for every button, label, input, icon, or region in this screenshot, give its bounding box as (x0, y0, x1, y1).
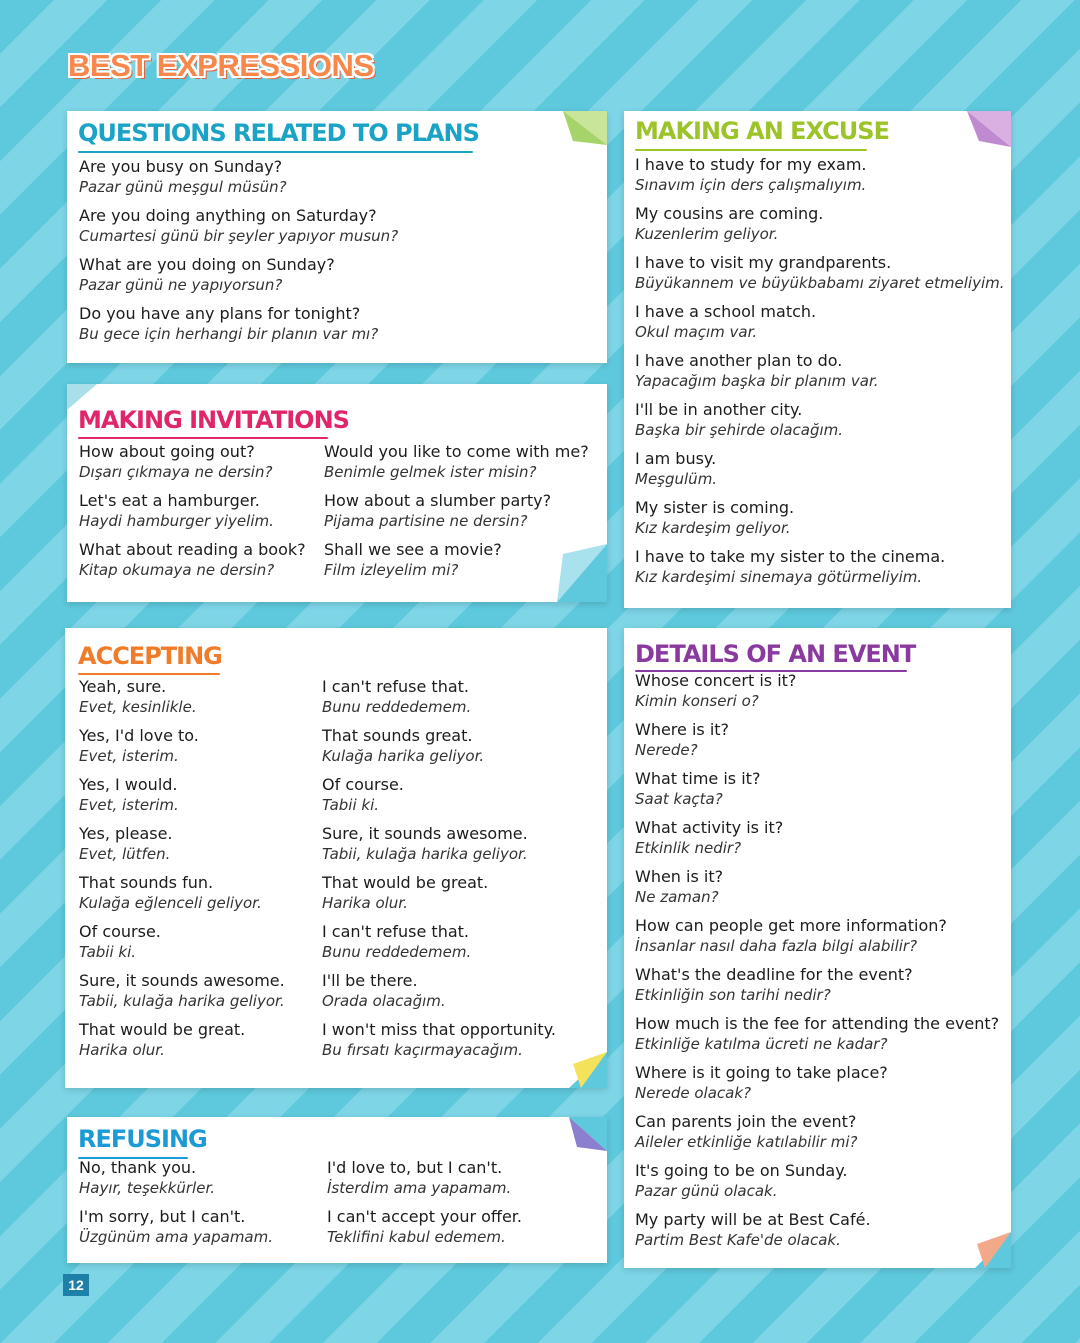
expression-english: What are you doing on Sunday? (79, 255, 335, 274)
expression-turkish: Pazar günü meşgul müsün? (79, 178, 287, 196)
expression-turkish: Film izleyelim mi? (324, 561, 459, 579)
accepting-left-list (79, 677, 285, 1069)
expression-item (635, 671, 999, 711)
expression-item (327, 1158, 522, 1198)
expression-english: I'm sorry, but I can't. (79, 1207, 246, 1226)
expression-english: How about going out? (79, 442, 255, 461)
expression-english: I can't accept your offer. (327, 1207, 522, 1226)
page-curl-icon (67, 384, 97, 410)
expression-english: No, thank you. (79, 1158, 197, 1177)
expression-turkish: Bunu reddedemem. (322, 943, 472, 961)
accepting-heading: ACCEPTING (78, 642, 222, 670)
expression-item (635, 1161, 999, 1201)
expression-item (322, 775, 556, 815)
expression-item (79, 1207, 273, 1247)
expression-english: Let's eat a hamburger. (79, 491, 260, 510)
expression-english: I can't refuse that. (322, 922, 469, 941)
expression-turkish: Saat kaçta? (635, 790, 723, 808)
expression-item (322, 971, 556, 1011)
expression-item (322, 677, 556, 717)
expression-english: What's the deadline for the event? (635, 965, 913, 984)
expression-turkish: Pazar günü olacak. (635, 1182, 778, 1200)
expression-item (79, 971, 285, 1011)
expression-item (79, 491, 306, 531)
expression-item (79, 1158, 273, 1198)
expression-turkish: Dışarı çıkmaya ne dersin? (79, 463, 273, 481)
expression-turkish: Meşgulüm. (635, 470, 718, 488)
expression-item (79, 824, 285, 864)
expression-item (79, 677, 285, 717)
questions-list (79, 157, 398, 353)
expression-english: That would be great. (79, 1020, 246, 1039)
page-title: BEST EXPRESSIONS (68, 48, 374, 83)
expression-turkish: Kitap okumaya ne dersin? (79, 561, 275, 579)
expression-item (635, 965, 999, 1005)
expression-item (79, 255, 398, 295)
expression-turkish: Tabii ki. (322, 796, 380, 814)
expression-turkish: Pijama partisine ne dersin? (324, 512, 528, 530)
expression-item (635, 818, 999, 858)
expression-item (635, 867, 999, 907)
expression-english: Are you doing anything on Saturday? (79, 206, 377, 225)
details-list (635, 671, 999, 1259)
expression-english: How can people get more information? (635, 916, 947, 935)
expression-english: Sure, it sounds awesome. (322, 824, 528, 843)
page-curl-icon (967, 111, 1011, 147)
expression-item (79, 775, 285, 815)
expression-item (635, 769, 999, 809)
questions-card (67, 111, 607, 363)
accepting-card (65, 628, 607, 1088)
expression-english: Of course. (79, 922, 161, 941)
expression-item (635, 1063, 999, 1103)
expression-turkish: Evet, lütfen. (79, 845, 171, 863)
expression-turkish: Sınavım için ders çalışmalıyım. (635, 176, 867, 194)
accepting-right-list (322, 677, 556, 1069)
expression-english: Are you busy on Sunday? (79, 157, 283, 176)
expression-turkish: Evet, isterim. (79, 747, 179, 765)
refusing-left-list (79, 1158, 273, 1256)
refusing-right-list (327, 1158, 522, 1256)
expression-english: I won't miss that opportunity. (322, 1020, 556, 1039)
expression-item (322, 1020, 556, 1060)
expression-item (322, 922, 556, 962)
expression-english: Would you like to come with me? (324, 442, 589, 461)
expression-english: Of course. (322, 775, 404, 794)
expression-item (79, 922, 285, 962)
expression-english: I have to study for my exam. (635, 155, 867, 174)
expression-item (79, 726, 285, 766)
expression-item (635, 498, 1005, 538)
expression-item (635, 204, 1005, 244)
expression-item (324, 491, 589, 531)
expression-item (79, 157, 398, 197)
excuse-list (635, 155, 1005, 596)
expression-item (635, 547, 1005, 587)
expression-item (635, 449, 1005, 489)
expression-turkish: Yapacağım başka bir planım var. (635, 372, 879, 390)
page-curl-icon (569, 1117, 607, 1151)
page-curl-icon (975, 1232, 1011, 1268)
expression-turkish: Üzgünüm ama yapamam. (79, 1228, 274, 1246)
expression-turkish: Kulağa eğlenceli geliyor. (79, 894, 262, 912)
expression-item (635, 155, 1005, 195)
expression-turkish: Harika olur. (322, 894, 408, 912)
expression-turkish: İsterdim ama yapamam. (327, 1179, 512, 1197)
invitations-card (67, 384, 607, 602)
expression-turkish: Kız kardeşim geliyor. (635, 519, 791, 537)
expression-turkish: Evet, kesinlikle. (79, 698, 197, 716)
expression-turkish: Nerede? (635, 741, 698, 759)
expression-english: Where is it going to take place? (635, 1063, 888, 1082)
expression-english: Do you have any plans for tonight? (79, 304, 361, 323)
expression-english: I am busy. (635, 449, 717, 468)
expression-turkish: Kulağa harika geliyor. (322, 747, 485, 765)
excuse-underline (635, 149, 867, 151)
expression-english: Can parents join the event? (635, 1112, 857, 1131)
expression-item (635, 1014, 999, 1054)
expression-turkish: Kuzenlerim geliyor. (635, 225, 779, 243)
details-card (624, 628, 1011, 1268)
expression-english: It's going to be on Sunday. (635, 1161, 848, 1180)
refusing-card (67, 1117, 607, 1263)
expression-turkish: Kız kardeşimi sinemaya götürmeliyim. (635, 568, 923, 586)
expression-english: I have a school match. (635, 302, 817, 321)
expression-english: My sister is coming. (635, 498, 795, 517)
expression-english: I have to take my sister to the cinema. (635, 547, 946, 566)
expression-item (635, 302, 1005, 342)
expression-item (324, 442, 589, 482)
expression-english: Whose concert is it? (635, 671, 797, 690)
expression-turkish: Tabii ki. (79, 943, 137, 961)
expression-item (79, 540, 306, 580)
expression-item (79, 206, 398, 246)
expression-english: What activity is it? (635, 818, 784, 837)
details-heading: DETAILS OF AN EVENT (635, 640, 916, 668)
expression-turkish: Bu gece için herhangi bir planın var mı? (79, 325, 379, 343)
expression-item (79, 442, 306, 482)
expression-turkish: Harika olur. (79, 1041, 165, 1059)
expression-turkish: Hayır, teşekkürler. (79, 1179, 215, 1197)
expression-turkish: Etkinliğe katılma ücreti ne kadar? (635, 1035, 888, 1053)
questions-heading: QUESTIONS RELATED TO PLANS (78, 119, 479, 147)
expression-turkish: Etkinlik nedir? (635, 839, 742, 857)
expression-item (322, 824, 556, 864)
invitations-left-list (79, 442, 306, 589)
accepting-underline (78, 673, 220, 675)
questions-underline (78, 151, 473, 153)
invitations-right-list (324, 442, 589, 589)
expression-item (79, 873, 285, 913)
expression-english: My party will be at Best Café. (635, 1210, 871, 1229)
expression-item (635, 400, 1005, 440)
expression-english: Where is it? (635, 720, 730, 739)
invitations-heading: MAKING INVITATIONS (78, 406, 349, 434)
expression-item (324, 540, 589, 580)
expression-turkish: Orada olacağım. (322, 992, 446, 1010)
expression-turkish: Etkinliğin son tarihi nedir? (635, 986, 831, 1004)
expression-turkish: Tabii, kulağa harika geliyor. (79, 992, 285, 1010)
expression-turkish: Teklifini kabul edemem. (327, 1228, 506, 1246)
expression-english: Yeah, sure. (79, 677, 167, 696)
expression-english: I'd love to, but I can't. (327, 1158, 503, 1177)
expression-item (635, 253, 1005, 293)
expression-english: How much is the fee for attending the event? (635, 1014, 1000, 1033)
expression-english: How about a slumber party? (324, 491, 552, 510)
expression-turkish: İnsanlar nasıl daha fazla bilgi alabilir? (635, 937, 918, 955)
expression-turkish: Büyükannem ve büyükbabamı ziyaret etmeliyim. (635, 274, 1005, 292)
expression-english: I can't refuse that. (322, 677, 469, 696)
excuse-card (624, 111, 1011, 608)
excuse-heading: MAKING AN EXCUSE (635, 117, 889, 145)
expression-english: Yes, I'd love to. (79, 726, 199, 745)
expression-turkish: Nerede olacak? (635, 1084, 751, 1102)
expression-turkish: Evet, isterim. (79, 796, 179, 814)
expression-english: What about reading a book? (79, 540, 306, 559)
expression-turkish: Okul maçım var. (635, 323, 758, 341)
expression-item (79, 1020, 285, 1060)
expression-english: I have another plan to do. (635, 351, 843, 370)
expression-turkish: Partim Best Kafe'de olacak. (635, 1231, 841, 1249)
expression-english: I'll be in another city. (635, 400, 803, 419)
expression-english: My cousins are coming. (635, 204, 824, 223)
expression-turkish: Bunu reddedemem. (322, 698, 472, 716)
page-number: 12 (63, 1274, 89, 1296)
expression-english: That would be great. (322, 873, 489, 892)
expression-turkish: Aileler etkinliğe katılabilir mi? (635, 1133, 858, 1151)
expression-english: Yes, please. (79, 824, 173, 843)
expression-turkish: Kimin konseri o? (635, 692, 759, 710)
expression-turkish: Cumartesi günü bir şeyler yapıyor musun? (79, 227, 399, 245)
expression-english: Shall we see a movie? (324, 540, 502, 559)
expression-english: What time is it? (635, 769, 761, 788)
expression-english: I'll be there. (322, 971, 418, 990)
expression-turkish: Tabii, kulağa harika geliyor. (322, 845, 528, 863)
expression-english: I have to visit my grandparents. (635, 253, 892, 272)
expression-turkish: Bu fırsatı kaçırmayacağım. (322, 1041, 523, 1059)
page-curl-icon (569, 1052, 607, 1088)
expression-english: Yes, I would. (79, 775, 178, 794)
expression-item (635, 351, 1005, 391)
expression-item (322, 873, 556, 913)
expression-item (635, 720, 999, 760)
expression-item (635, 1112, 999, 1152)
expression-item (322, 726, 556, 766)
expression-english: That sounds great. (322, 726, 473, 745)
expression-turkish: Başka bir şehirde olacağım. (635, 421, 844, 439)
page-curl-icon (563, 111, 607, 145)
page-curl-icon (557, 544, 607, 602)
expression-turkish: Ne zaman? (635, 888, 719, 906)
expression-turkish: Pazar günü ne yapıyorsun? (79, 276, 283, 294)
expression-item (635, 1210, 999, 1250)
expression-item (327, 1207, 522, 1247)
expression-english: When is it? (635, 867, 724, 886)
expression-english: That sounds fun. (79, 873, 214, 892)
expression-item (635, 916, 999, 956)
expression-english: Sure, it sounds awesome. (79, 971, 285, 990)
expression-item (79, 304, 398, 344)
invitations-underline (78, 437, 328, 439)
expression-turkish: Benimle gelmek ister misin? (324, 463, 537, 481)
expression-turkish: Haydi hamburger yiyelim. (79, 512, 274, 530)
refusing-heading: REFUSING (78, 1125, 207, 1153)
